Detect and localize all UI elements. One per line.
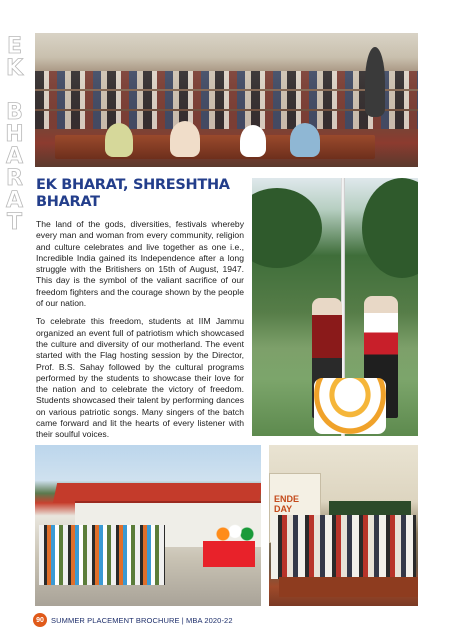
tree: [362, 178, 418, 278]
screen-text: ENDE DAY: [274, 494, 300, 514]
tree: [252, 188, 322, 268]
auditorium-audience-photo: [35, 33, 418, 167]
building-roof: [53, 483, 261, 503]
article-title: EK BHARAT, SHRESHTHA BHARAT: [36, 177, 230, 210]
audience-row: [35, 91, 418, 109]
seated-person: [290, 123, 320, 157]
audience-row: [35, 71, 418, 89]
seated-person: [105, 123, 133, 157]
article: [36, 177, 244, 448]
crowd: [271, 515, 416, 579]
audience-row: [35, 111, 418, 129]
flag-hoisting-photo: [252, 178, 418, 436]
seated-person: [170, 121, 200, 157]
side-title: EK BHARAT: [2, 34, 27, 232]
stage-carpet: [203, 541, 255, 567]
outdoor-gathering-photo: [35, 445, 261, 606]
front-desk: [55, 135, 375, 159]
article-paragraph: The land of the gods, diversities, festivals whereby every man and woman from every community, religion and culture celebrates and live together as one i.e., Incredible India gained its Independence after a long struggle with the Britishers on 15th of August, 1947. This day is the symbol of the valiant sacrifice of our freedom fighters and the courage shown by the people of our nation.: [36, 219, 244, 309]
standing-person: [365, 47, 385, 117]
seated-person: [240, 125, 266, 157]
flower-decoration: [314, 378, 386, 434]
footer-text: SUMMER PLACEMENT BROCHURE | MBA 2020-22: [51, 615, 233, 625]
crowd: [39, 525, 165, 585]
article-paragraph: To celebrate this freedom, students at IIM Jammu organized an event full of patriotism which showcased the culture and diversity of our motherland. The event started with the Flag hosting session by the Director, Prof. B.S. Sahay followed by the cultural programs performed by the students to showcase their love for the nation and to celebrate the victory of freedom. Students showcased their talent by performing dances on various patriotic songs. Many singers of the batch came forward and lit the hearts of every listener with their soulful voices.: [36, 316, 244, 440]
front-table: [279, 577, 418, 597]
indoor-event-photo: [269, 445, 418, 606]
page-footer: [33, 612, 233, 628]
page-number: 90: [33, 613, 47, 627]
